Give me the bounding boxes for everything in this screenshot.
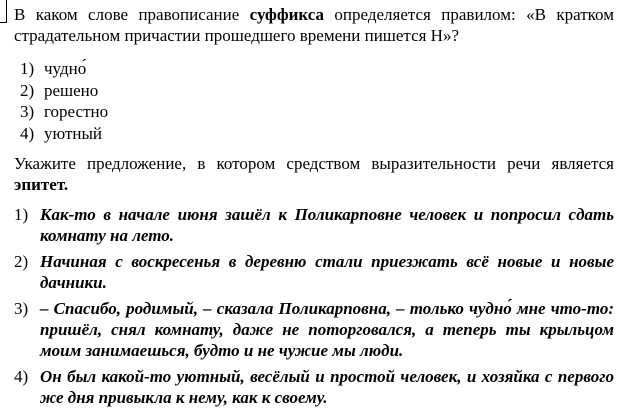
option-number: 2) <box>20 80 35 100</box>
question-rule: определяется правилом: «В кратком страдательном причастии прошедшего времени пишется Н»? <box>14 5 614 45</box>
sentence-text: Как-то в начале июня зашёл к Поликарповне человек и попросил сдать комнату на лето. <box>40 205 614 245</box>
sentence-number: 4) <box>14 367 29 386</box>
question-keyword: суффикса <box>249 5 324 24</box>
option-number: 4) <box>20 123 35 143</box>
sentence-text: – Спасибо, родимый, – сказала Поликарповна, – только чудно́ мне что-то: пришёл, снял комнату, даже не поторговался, а теперь ты крыльцом моим занимаешься, будто и не чужие мы люди. <box>40 299 614 360</box>
task-keyword: эпитет. <box>14 175 69 194</box>
task-lead: Укажите предложение, в котором средством выразительности речи является <box>14 154 614 173</box>
sentence-number: 3) <box>14 299 29 318</box>
question-lead: В каком слове правописание <box>14 5 250 24</box>
question-text <box>14 4 614 46</box>
sentence-option[interactable] <box>14 204 614 246</box>
sentence-number: 2) <box>14 252 29 271</box>
question-option[interactable] <box>20 123 108 145</box>
sentence-option[interactable] <box>14 366 614 408</box>
sentence-options <box>14 204 614 413</box>
sentence-text: Начиная с воскресенья в деревню стали приезжать всё новые и новые дачники. <box>40 252 614 292</box>
answer-box-marker <box>0 0 7 23</box>
sentence-option[interactable] <box>14 298 614 361</box>
question-option[interactable] <box>20 58 108 80</box>
option-word: чудно́ <box>44 59 87 78</box>
option-number: 1) <box>20 59 35 78</box>
question-option[interactable] <box>20 101 108 123</box>
question-option[interactable] <box>20 80 108 102</box>
question-options <box>20 58 108 144</box>
option-word: решено <box>44 80 99 100</box>
sentence-option[interactable] <box>14 251 614 293</box>
option-word: уютный <box>44 123 103 143</box>
task-text <box>14 153 614 195</box>
sentence-text: Он был какой-то уютный, весёлый и простой человек, и хозяйка с первого же дня привыкла к нему, как к своему. <box>40 367 614 407</box>
option-number: 3) <box>20 102 35 121</box>
sentence-number: 1) <box>14 205 29 224</box>
option-word: горестно <box>44 102 109 121</box>
